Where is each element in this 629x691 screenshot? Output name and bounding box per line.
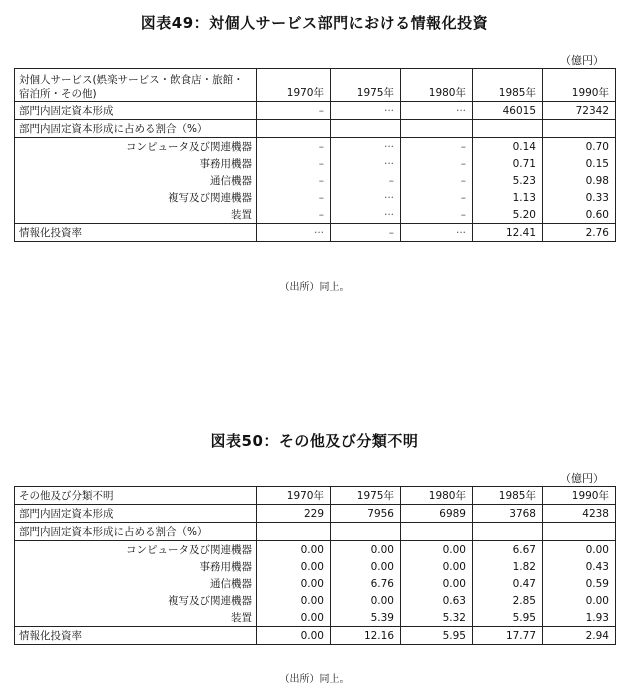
table-row bbox=[15, 189, 616, 206]
cell: 72342 bbox=[543, 102, 616, 120]
table-row bbox=[15, 172, 616, 189]
year-1990: 1990年 bbox=[543, 487, 616, 505]
row-label: 事務用機器 bbox=[15, 155, 257, 172]
cell: 0.00 bbox=[401, 575, 473, 592]
cell: – bbox=[257, 206, 331, 224]
cell: 0.98 bbox=[543, 172, 616, 189]
cell: 0.00 bbox=[257, 627, 331, 645]
cell: 0.47 bbox=[473, 575, 543, 592]
cell: 3768 bbox=[473, 505, 543, 523]
cell bbox=[473, 120, 543, 138]
cell: ··· bbox=[331, 102, 401, 120]
table49-title: 図表49：対個人サービス部門における情報化投資 bbox=[140, 14, 489, 32]
cell: 0.00 bbox=[257, 592, 331, 609]
table-row bbox=[15, 627, 616, 645]
cell: 17.77 bbox=[473, 627, 543, 645]
table50-source: （出所）同上。 bbox=[279, 674, 350, 685]
cell: – bbox=[257, 138, 331, 156]
year-1980: 1980年 bbox=[401, 487, 473, 505]
cell: ··· bbox=[331, 189, 401, 206]
cell: ··· bbox=[257, 224, 331, 242]
cell bbox=[257, 523, 331, 541]
cell: 2.85 bbox=[473, 592, 543, 609]
table50-unit: （億円） bbox=[560, 472, 604, 485]
table49-unit: （億円） bbox=[560, 54, 604, 67]
cell: – bbox=[401, 189, 473, 206]
row-label: 情報化投資率 bbox=[15, 627, 257, 645]
table-row bbox=[15, 592, 616, 609]
cell: – bbox=[401, 206, 473, 224]
table-row bbox=[15, 120, 616, 138]
table50-header-row bbox=[15, 487, 616, 505]
table50-header-label: その他及び分類不明 bbox=[15, 487, 257, 505]
cell bbox=[543, 523, 616, 541]
table-row bbox=[15, 206, 616, 224]
cell: ··· bbox=[331, 206, 401, 224]
cell bbox=[473, 523, 543, 541]
cell: 229 bbox=[257, 505, 331, 523]
row-label: 通信機器 bbox=[15, 172, 257, 189]
cell: 0.00 bbox=[257, 541, 331, 559]
cell bbox=[401, 120, 473, 138]
cell: 1.93 bbox=[543, 609, 616, 627]
cell: ··· bbox=[401, 102, 473, 120]
cell: 0.63 bbox=[401, 592, 473, 609]
cell: 0.71 bbox=[473, 155, 543, 172]
cell: 0.00 bbox=[331, 592, 401, 609]
cell: 0.00 bbox=[543, 541, 616, 559]
cell: 0.60 bbox=[543, 206, 616, 224]
table50 bbox=[14, 486, 616, 645]
cell: 0.00 bbox=[257, 609, 331, 627]
cell: 0.14 bbox=[473, 138, 543, 156]
cell: 0.00 bbox=[331, 558, 401, 575]
cell: – bbox=[401, 172, 473, 189]
cell: 2.76 bbox=[543, 224, 616, 242]
table49-header-label: 対個人サービス(娯楽サービス・飲食店・旅館・宿泊所・その他) bbox=[15, 69, 257, 102]
cell: 0.00 bbox=[401, 558, 473, 575]
table-row bbox=[15, 102, 616, 120]
cell: 0.59 bbox=[543, 575, 616, 592]
cell: 0.00 bbox=[331, 541, 401, 559]
cell: 5.95 bbox=[401, 627, 473, 645]
cell: 12.16 bbox=[331, 627, 401, 645]
cell: – bbox=[257, 189, 331, 206]
year-1975: 1975年 bbox=[331, 69, 401, 102]
year-1975: 1975年 bbox=[331, 487, 401, 505]
table-row bbox=[15, 138, 616, 156]
cell: 1.13 bbox=[473, 189, 543, 206]
cell: – bbox=[401, 138, 473, 156]
cell bbox=[257, 120, 331, 138]
cell: 2.94 bbox=[543, 627, 616, 645]
cell: 12.41 bbox=[473, 224, 543, 242]
row-label: 装置 bbox=[15, 609, 257, 627]
row-label: 情報化投資率 bbox=[15, 224, 257, 242]
cell: ··· bbox=[331, 138, 401, 156]
cell: – bbox=[257, 102, 331, 120]
table-row bbox=[15, 541, 616, 559]
table50-title: 図表50：その他及び分類不明 bbox=[210, 432, 419, 450]
row-label: コンピュータ及び関連機器 bbox=[15, 541, 257, 559]
cell bbox=[401, 523, 473, 541]
cell: 5.95 bbox=[473, 609, 543, 627]
cell: – bbox=[331, 172, 401, 189]
cell bbox=[543, 120, 616, 138]
cell: ··· bbox=[331, 155, 401, 172]
table-row bbox=[15, 575, 616, 592]
cell: ··· bbox=[401, 224, 473, 242]
year-1970: 1970年 bbox=[257, 69, 331, 102]
cell: 6.67 bbox=[473, 541, 543, 559]
table-row bbox=[15, 155, 616, 172]
cell: – bbox=[257, 172, 331, 189]
cell: 6.76 bbox=[331, 575, 401, 592]
year-1985: 1985年 bbox=[473, 69, 543, 102]
table49-header-row bbox=[15, 69, 616, 102]
cell: – bbox=[257, 155, 331, 172]
cell: 0.00 bbox=[257, 575, 331, 592]
cell: 6989 bbox=[401, 505, 473, 523]
cell: – bbox=[331, 224, 401, 242]
cell: 0.00 bbox=[543, 592, 616, 609]
cell: 5.23 bbox=[473, 172, 543, 189]
row-label: 複写及び関連機器 bbox=[15, 189, 257, 206]
year-1980: 1980年 bbox=[401, 69, 473, 102]
row-label: 通信機器 bbox=[15, 575, 257, 592]
cell: – bbox=[401, 155, 473, 172]
row-label: コンピュータ及び関連機器 bbox=[15, 138, 257, 156]
cell: 0.43 bbox=[543, 558, 616, 575]
cell: 4238 bbox=[543, 505, 616, 523]
table49 bbox=[14, 68, 616, 242]
year-1970: 1970年 bbox=[257, 487, 331, 505]
row-label: 部門内固定資本形成に占める割合（%） bbox=[15, 523, 257, 541]
year-1990: 1990年 bbox=[543, 69, 616, 102]
table49-source: （出所）同上。 bbox=[279, 282, 350, 293]
year-1985: 1985年 bbox=[473, 487, 543, 505]
cell: 0.00 bbox=[401, 541, 473, 559]
row-label: 装置 bbox=[15, 206, 257, 224]
table-row bbox=[15, 609, 616, 627]
cell bbox=[331, 120, 401, 138]
row-label: 部門内固定資本形成に占める割合（%） bbox=[15, 120, 257, 138]
table-row bbox=[15, 224, 616, 242]
cell: 5.39 bbox=[331, 609, 401, 627]
cell: 0.15 bbox=[543, 155, 616, 172]
row-label: 部門内固定資本形成 bbox=[15, 102, 257, 120]
row-label: 事務用機器 bbox=[15, 558, 257, 575]
cell: 1.82 bbox=[473, 558, 543, 575]
cell: 5.20 bbox=[473, 206, 543, 224]
cell: 0.70 bbox=[543, 138, 616, 156]
row-label: 複写及び関連機器 bbox=[15, 592, 257, 609]
cell: 5.32 bbox=[401, 609, 473, 627]
cell bbox=[331, 523, 401, 541]
cell: 0.33 bbox=[543, 189, 616, 206]
table-row bbox=[15, 558, 616, 575]
row-label: 部門内固定資本形成 bbox=[15, 505, 257, 523]
cell: 46015 bbox=[473, 102, 543, 120]
cell: 0.00 bbox=[257, 558, 331, 575]
cell: 7956 bbox=[331, 505, 401, 523]
table-row bbox=[15, 505, 616, 523]
table-row bbox=[15, 523, 616, 541]
